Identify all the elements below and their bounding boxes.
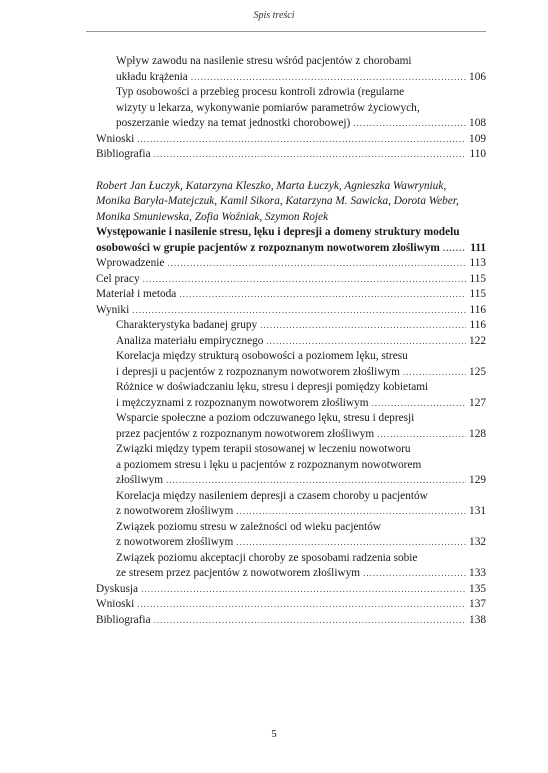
- dot-leader: [154, 147, 466, 163]
- dot-leader: [179, 287, 466, 303]
- toc-page-number: 110: [469, 148, 486, 160]
- dot-leader: [377, 427, 466, 443]
- toc-entry: [96, 303, 486, 319]
- dot-leader: [443, 241, 466, 257]
- dot-leader: [143, 272, 466, 288]
- toc-entry: [96, 613, 486, 629]
- toc-entry-title: Korelacja między nasileniem depresji a czasem choroby u pacjentów: [116, 489, 428, 502]
- dot-leader: [353, 116, 466, 132]
- toc-page-number: 127: [469, 396, 486, 409]
- toc-entry: [96, 380, 486, 411]
- toc-entry: [96, 54, 486, 85]
- toc-page-number: 115: [469, 272, 486, 285]
- toc-entry-title: poszerzanie wiedzy na temat jednostki chorobowej): [116, 117, 351, 129]
- toc-entry: [96, 442, 486, 489]
- table-of-contents: [96, 54, 486, 628]
- toc-entry-title: i depresji u pacjentów z rozpoznanym nowotworem złośliwym: [116, 365, 400, 378]
- toc-page-number: 109: [469, 132, 486, 145]
- chapter-authors: [96, 179, 486, 226]
- toc-entry-title: Dyskusja: [96, 582, 139, 595]
- toc-entry-title: Charakterystyka badanej grupy: [116, 319, 258, 331]
- toc-page-number: 125: [469, 365, 486, 378]
- toc-entry: [96, 147, 486, 163]
- toc-page-number: 138: [469, 613, 486, 626]
- dot-leader: [132, 303, 466, 319]
- dot-leader: [363, 566, 466, 582]
- toc-entry: [96, 132, 486, 148]
- dot-leader: [236, 504, 466, 520]
- author-line: Monika Smuniewska, Zofia Woźniak, Szymon Rojek: [96, 210, 329, 223]
- dot-leader: [266, 334, 466, 350]
- toc-entry-title: Typ osobowości a przebieg procesu kontroli zdrowia (regularne: [116, 86, 405, 98]
- toc-entry-title: układu krążenia: [116, 70, 188, 83]
- dot-leader: [137, 132, 466, 148]
- toc-entry: [96, 85, 486, 132]
- toc-page-number: 116: [469, 319, 486, 331]
- toc-entry: [96, 520, 486, 551]
- toc-page-number: 137: [469, 598, 486, 610]
- toc-entry-title: Wnioski: [96, 132, 135, 145]
- toc-entry-title: Materiał i metoda: [96, 288, 177, 300]
- toc-entry-title: ze stresem przez pacjentów z nowotworem złośliwym: [116, 567, 361, 579]
- toc-group-level1-end: [96, 582, 486, 629]
- dot-leader: [166, 473, 466, 489]
- toc-page-number: 108: [469, 117, 486, 129]
- toc-entry-title: wizyty u lekarza, wykonywanie pomiarów parametrów życiowych,: [116, 101, 420, 114]
- toc-entry: [96, 272, 486, 288]
- toc-entry-title: Różnice w doświadczaniu lęku, stresu i depresji pomiędzy kobietami: [116, 381, 429, 393]
- toc-entry-title: a poziomem stresu i lęku u pacjentów z rozpoznanym nowotworem: [116, 458, 422, 471]
- author-line: Robert Jan Łuczyk, Katarzyna Kleszko, Marta Łuczyk, Agnieszka Wawryniuk,: [96, 179, 447, 192]
- toc-page-number: 132: [469, 536, 486, 548]
- toc-page-number: 133: [469, 567, 486, 579]
- toc-entry: [96, 411, 486, 442]
- toc-page-number: 113: [469, 257, 486, 269]
- toc-entry-title: Korelacja między strukturą osobowości a poziomem lęku, stresu: [116, 350, 408, 362]
- toc-entry-title: Cel pracy: [96, 272, 140, 285]
- toc-entry-title: Wnioski: [96, 598, 135, 610]
- toc-entry: [96, 318, 486, 334]
- toc-entry-title: przez pacjentów z rozpoznanym nowotworem złośliwym: [116, 427, 375, 440]
- toc-entry-title: złośliwym: [116, 474, 164, 486]
- toc-entry-title: z nowotworem złośliwym: [116, 505, 234, 517]
- toc-entry: [96, 225, 486, 256]
- toc-entry-title: Wsparcie społeczne a poziom odczuwanego lęku, stresu i depresji: [116, 412, 415, 424]
- header-rule: [86, 31, 486, 32]
- toc-entry: [96, 489, 486, 520]
- dot-leader: [191, 70, 466, 86]
- toc-page-number: 122: [469, 334, 486, 347]
- dot-leader: [372, 396, 466, 412]
- toc-entry-title: Wprowadzenie: [96, 257, 165, 269]
- toc-entry: [96, 287, 486, 303]
- toc-page-number: 115: [469, 288, 486, 300]
- dot-leader: [154, 613, 466, 629]
- running-header: Spis treści: [253, 10, 295, 21]
- dot-leader: [167, 256, 466, 272]
- toc-page-number: 111: [470, 241, 486, 254]
- toc-group-level1: [96, 256, 486, 318]
- toc-entry: [96, 597, 486, 613]
- dot-leader: [137, 597, 466, 613]
- chapter-title: [96, 225, 486, 256]
- author-line: Monika Baryła-Matejczuk, Kamil Sikora, Katarzyna M. Sawicka, Dorota Weber,: [96, 195, 459, 207]
- dot-leader: [403, 365, 466, 381]
- page-number: 5: [271, 728, 277, 740]
- toc-group-previous-chapter-tail: [96, 132, 486, 163]
- toc-page-number: 129: [469, 474, 486, 486]
- toc-entry-title: z nowotworem złośliwym: [116, 536, 234, 548]
- toc-entry-title: Analiza materiału empirycznego: [116, 334, 264, 347]
- toc-page-number: 106: [469, 70, 486, 83]
- dot-leader: [236, 535, 466, 551]
- toc-entry: [96, 582, 486, 598]
- toc-entry-title: Wpływ zawodu na nasilenie stresu wśród pacjentów z chorobami: [116, 55, 412, 67]
- toc-entry-title: i mężczyznami z rozpoznanym nowotworem złośliwym: [116, 396, 369, 409]
- toc-entry: [96, 551, 486, 582]
- toc-entry: [96, 256, 486, 272]
- toc-entry-title: Bibliografia: [96, 148, 151, 160]
- toc-group-previous-chapter: [96, 54, 486, 132]
- toc-entry: [96, 334, 486, 350]
- toc-entry-title: Związek poziomu akceptacji choroby ze sposobami radzenia sobie: [116, 551, 418, 564]
- toc-page-number: 128: [469, 427, 486, 440]
- toc-entry-title: Związek poziomu stresu w zależności od wieku pacjentów: [116, 520, 382, 533]
- toc-page-number: 135: [469, 582, 486, 595]
- toc-entry-title: osobowości w grupie pacjentów z rozpoznanym nowotworem złośliwym: [96, 241, 440, 254]
- toc-entry-title: Bibliografia: [96, 613, 151, 626]
- dot-leader: [141, 582, 466, 598]
- toc-page-number: 131: [469, 505, 486, 517]
- toc-entry-title: Związki między typem terapii stosowanej w leczeniu nowotworu: [116, 443, 411, 455]
- toc-entry: [96, 349, 486, 380]
- toc-entry-title: Wyniki: [96, 303, 130, 316]
- toc-page-number: 116: [469, 303, 486, 316]
- toc-entry-title: Występowanie i nasilenie stresu, lęku i depresji a domeny struktury modelu: [96, 226, 460, 238]
- dot-leader: [260, 318, 466, 334]
- toc-group-results-subsections: [96, 318, 486, 582]
